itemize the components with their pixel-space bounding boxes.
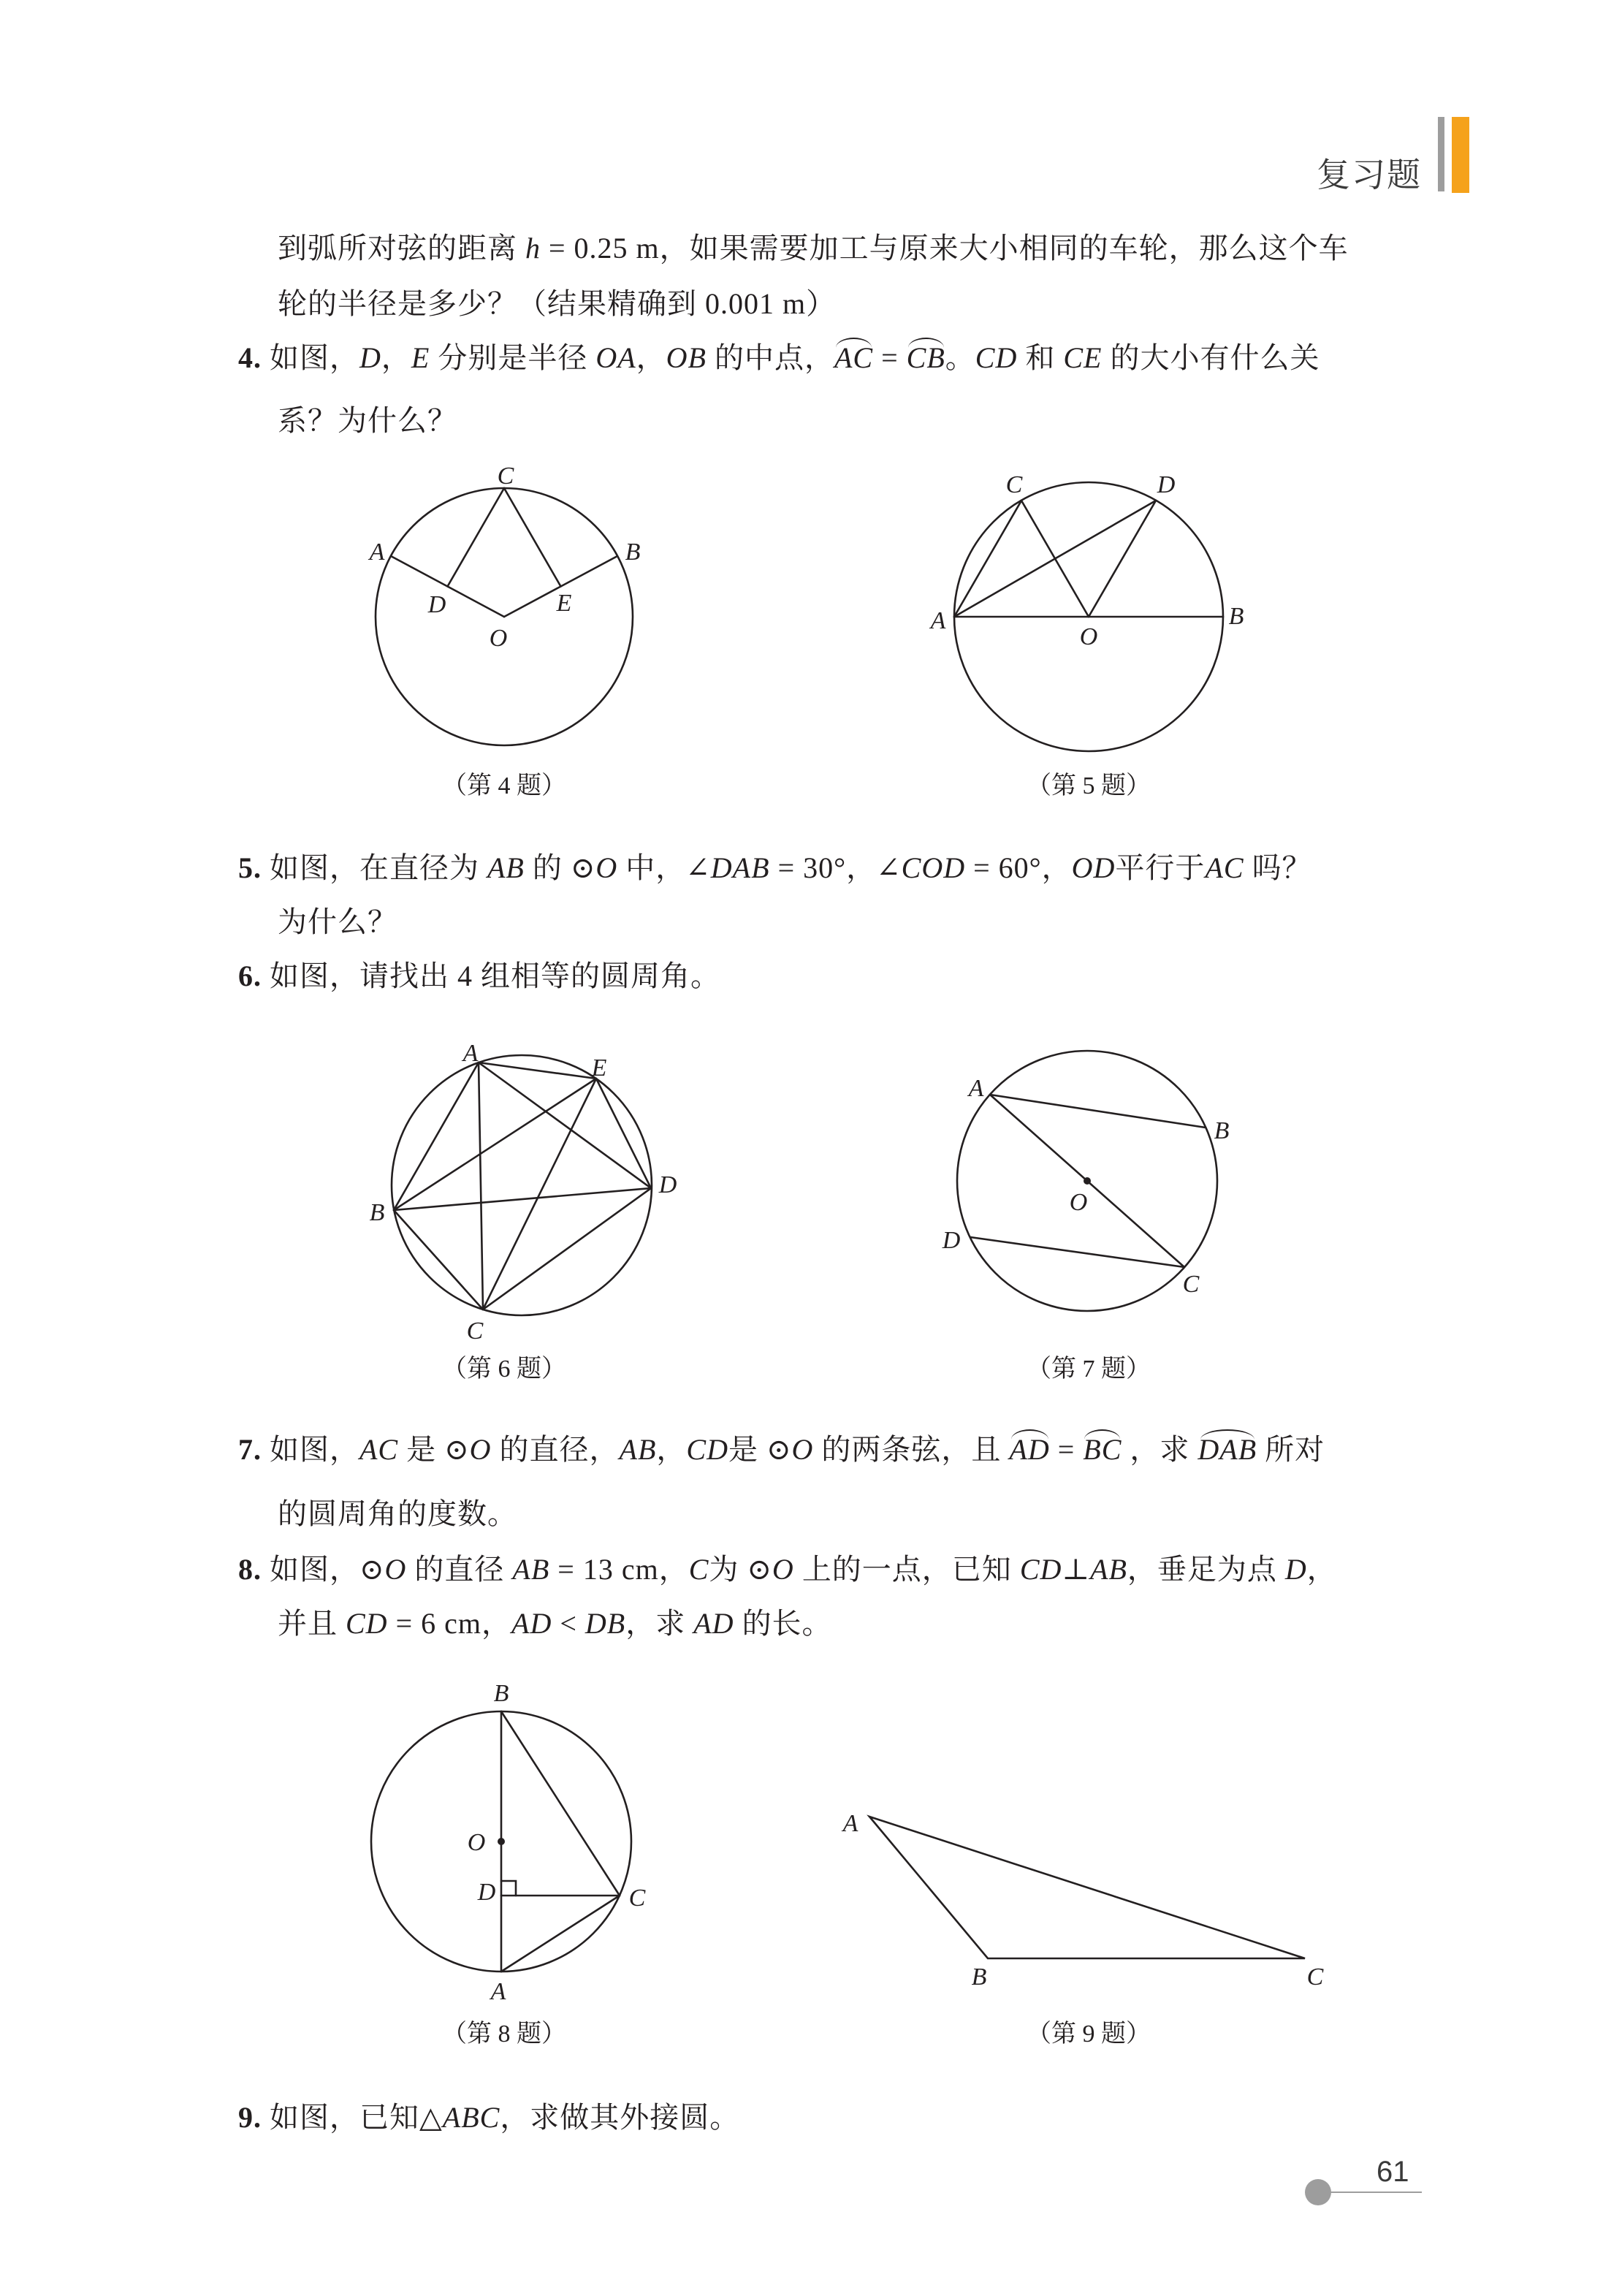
text-run: 吗？ xyxy=(1244,851,1312,884)
arc-variable: DAB xyxy=(1198,1433,1257,1466)
text-run: = 0.25 m，如果需要加工与原来大小相同的车轮，那么这个车 xyxy=(541,232,1349,265)
fig5-caption: （第 5 题） xyxy=(1027,772,1151,799)
math-variable: AB xyxy=(619,1433,657,1466)
text-run: 的中点， xyxy=(706,341,834,374)
fig4-label-b: B xyxy=(625,539,641,566)
fig5-label-b: B xyxy=(1228,603,1244,630)
math-variable: CD xyxy=(975,341,1018,374)
fig6-label-b: B xyxy=(369,1199,385,1226)
text-run: 的大小有什么关 xyxy=(1102,341,1320,374)
fig9-label-c: C xyxy=(1306,1964,1324,1991)
fig7-caption: （第 7 题） xyxy=(1027,1356,1151,1383)
fig8-chord-bc xyxy=(501,1711,620,1896)
text-run: 的 ⊙ xyxy=(524,851,596,884)
text-run: 平行于 xyxy=(1115,851,1206,884)
fig7-label-a: A xyxy=(968,1075,984,1102)
figure-7 xyxy=(942,1051,1230,1311)
math-variable: E xyxy=(411,341,430,374)
footer-rule xyxy=(1318,2192,1422,2193)
fig6-label-e: E xyxy=(591,1054,607,1082)
math-variable: AC xyxy=(359,1433,399,1466)
math-variable: AD xyxy=(693,1607,734,1640)
math-variable: DB xyxy=(585,1607,626,1640)
text-run: 和 xyxy=(1017,341,1064,374)
fig7-center-point xyxy=(1084,1177,1091,1185)
text-run: 的长。 xyxy=(734,1607,832,1640)
text-run: 到弧所对弦的距离 xyxy=(278,232,525,265)
math-variable: COD xyxy=(901,851,966,884)
math-variable: CD xyxy=(686,1433,728,1466)
fig6-chord-ad xyxy=(479,1063,651,1188)
text-run: 系？为什么？ xyxy=(278,404,457,437)
text-run: ，求 xyxy=(1122,1433,1198,1466)
fig4-label-o: O xyxy=(489,625,508,652)
fig8-label-d: D xyxy=(477,1879,496,1906)
text-run: ， xyxy=(636,341,666,374)
math-variable: AC xyxy=(1205,851,1244,884)
fig6-chord-ac xyxy=(479,1063,483,1309)
fig4-label-c: C xyxy=(497,463,514,490)
question-number: 4. xyxy=(238,341,262,374)
text-run: 的两条弦，且 xyxy=(813,1433,1010,1466)
fig9-caption: （第 9 题） xyxy=(1027,2021,1151,2048)
question-number: 7. xyxy=(238,1433,262,1466)
math-variable: OB xyxy=(666,341,707,374)
question-number: 5. xyxy=(238,851,262,884)
text-run: ， xyxy=(381,341,411,374)
fig6-label-a: A xyxy=(462,1040,479,1067)
text-run: 如图，已知△ xyxy=(262,2101,443,2134)
text-run: 上的一点，已知 xyxy=(793,1553,1020,1586)
fig4-label-e: E xyxy=(556,590,572,617)
text-run: ， xyxy=(656,1433,687,1466)
figure-5 xyxy=(929,471,1244,751)
math-variable: O xyxy=(772,1553,794,1586)
footer-dot-icon xyxy=(1305,2179,1331,2205)
fig8-caption: （第 8 题） xyxy=(442,2021,566,2048)
fig4-label-d: D xyxy=(427,591,446,618)
fig7-label-c: C xyxy=(1182,1271,1200,1298)
fig6-chord-bd xyxy=(394,1188,651,1210)
text-run: 轮的半径是多少？（结果精确到 0.001 m） xyxy=(278,287,837,320)
text-run: = xyxy=(1049,1433,1084,1466)
text-run: = 13 cm， xyxy=(549,1553,689,1586)
arc-variable: AC xyxy=(834,341,874,374)
text-run: 是 ⊙ xyxy=(398,1433,470,1466)
text-run: ⊥ xyxy=(1062,1553,1091,1586)
fig7-label-d: D xyxy=(942,1227,961,1254)
question-number: 8. xyxy=(238,1553,262,1586)
fig8-label-a: A xyxy=(490,1978,506,2005)
text-run: < xyxy=(552,1607,585,1640)
text-run: 如图，⊙ xyxy=(262,1553,385,1586)
fig8-center-point xyxy=(498,1838,505,1845)
math-variable: C xyxy=(688,1553,709,1586)
fig6-chord-bc xyxy=(394,1210,483,1309)
text-run: 所对 xyxy=(1257,1433,1325,1466)
math-variable: AD xyxy=(511,1607,552,1640)
fig5-label-c: C xyxy=(1005,471,1023,498)
text-run: 是 ⊙ xyxy=(728,1433,792,1466)
text-run: 的直径 xyxy=(406,1553,513,1586)
fig6-label-c: C xyxy=(466,1318,484,1345)
math-variable: O xyxy=(791,1433,814,1466)
text-run: 为什么？ xyxy=(278,905,397,938)
fig5-label-d: D xyxy=(1157,471,1176,498)
math-variable: D xyxy=(1284,1553,1307,1586)
figure-4 xyxy=(368,463,641,745)
fig5-label-a: A xyxy=(930,607,946,634)
math-variable: OA xyxy=(595,341,636,374)
text-run: 中，∠ xyxy=(617,851,711,884)
text-run: 如图，在直径为 xyxy=(262,851,487,884)
math-variable: CD xyxy=(346,1607,388,1640)
text-run: 的直径， xyxy=(491,1433,620,1466)
fig4-segment-cd xyxy=(448,488,505,587)
fig6-chord-ab xyxy=(394,1063,479,1210)
arc-variable: AD xyxy=(1009,1433,1050,1466)
fig9-label-a: A xyxy=(842,1810,858,1837)
fig9-triangle-abc xyxy=(869,1817,1305,1958)
math-variable: OD xyxy=(1071,851,1116,884)
fig6-label-d: D xyxy=(658,1171,677,1198)
figure-8 xyxy=(371,1680,646,2005)
math-variable: AB xyxy=(512,1553,550,1586)
text-run: = 30°，∠ xyxy=(769,851,902,884)
text-run: 。 xyxy=(945,341,975,374)
math-variable: h xyxy=(525,232,541,265)
arc-variable: CB xyxy=(906,341,945,374)
fig6-chord-ed xyxy=(596,1079,651,1188)
fig8-label-b: B xyxy=(493,1680,509,1707)
math-variable: O xyxy=(384,1553,407,1586)
text-run: 如图， xyxy=(262,1433,359,1466)
figure-6 xyxy=(370,1040,677,1345)
text-run: 如图， xyxy=(262,341,359,374)
math-variable: AB xyxy=(1090,1553,1127,1586)
math-variable: CD xyxy=(1019,1553,1062,1586)
text-run: 并且 xyxy=(278,1607,346,1640)
page-number: 61 xyxy=(1377,2156,1409,2188)
arc-variable: BC xyxy=(1083,1433,1122,1466)
text-run: ，求 xyxy=(625,1607,694,1640)
text-run: ， xyxy=(1306,1553,1337,1586)
math-variable: O xyxy=(595,851,618,884)
text-run: ，求做其外接圆。 xyxy=(500,2101,740,2134)
fig6-caption: （第 6 题） xyxy=(442,1356,566,1383)
math-variable: DAB xyxy=(710,851,770,884)
text-run: = 60°， xyxy=(965,851,1072,884)
math-variable: ABC xyxy=(442,2101,500,2134)
fig5-radius-oc xyxy=(1021,501,1089,617)
math-variable: O xyxy=(469,1433,492,1466)
text-run: ，垂足为点 xyxy=(1127,1553,1285,1586)
fig7-label-o: O xyxy=(1069,1189,1088,1216)
fig5-label-o: O xyxy=(1079,623,1098,650)
fig8-label-o: O xyxy=(467,1829,486,1856)
fig7-chord-dc xyxy=(970,1237,1184,1267)
math-variable: CE xyxy=(1063,341,1103,374)
fig4-caption: （第 4 题） xyxy=(442,772,566,799)
text-run: 的圆周角的度数。 xyxy=(278,1497,517,1530)
text-run: 如图，请找出 4 组相等的圆周角。 xyxy=(262,959,720,992)
question-number: 9. xyxy=(238,2101,262,2134)
fig9-label-b: B xyxy=(971,1964,987,1991)
text-run: 分别是半径 xyxy=(430,341,596,374)
math-variable: AB xyxy=(487,851,525,884)
fig5-chord-ac xyxy=(954,501,1021,617)
question-number: 6. xyxy=(238,959,262,992)
math-variable: D xyxy=(359,341,381,374)
fig8-right-angle-mark xyxy=(501,1881,516,1896)
section-title: 复习题 xyxy=(1317,156,1422,194)
text-run: 为 ⊙ xyxy=(709,1553,772,1586)
fig6-chord-cd xyxy=(483,1188,651,1309)
text-run: = xyxy=(873,341,907,374)
fig4-segment-ce xyxy=(504,488,561,587)
fig8-chord-ca xyxy=(501,1896,620,1972)
fig5-radius-od xyxy=(1089,501,1156,617)
fig7-label-b: B xyxy=(1214,1117,1230,1144)
text-run: = 6 cm， xyxy=(387,1607,512,1640)
fig8-label-c: C xyxy=(628,1885,646,1912)
figure-9 xyxy=(842,1810,1324,1991)
fig4-label-a: A xyxy=(369,539,385,566)
